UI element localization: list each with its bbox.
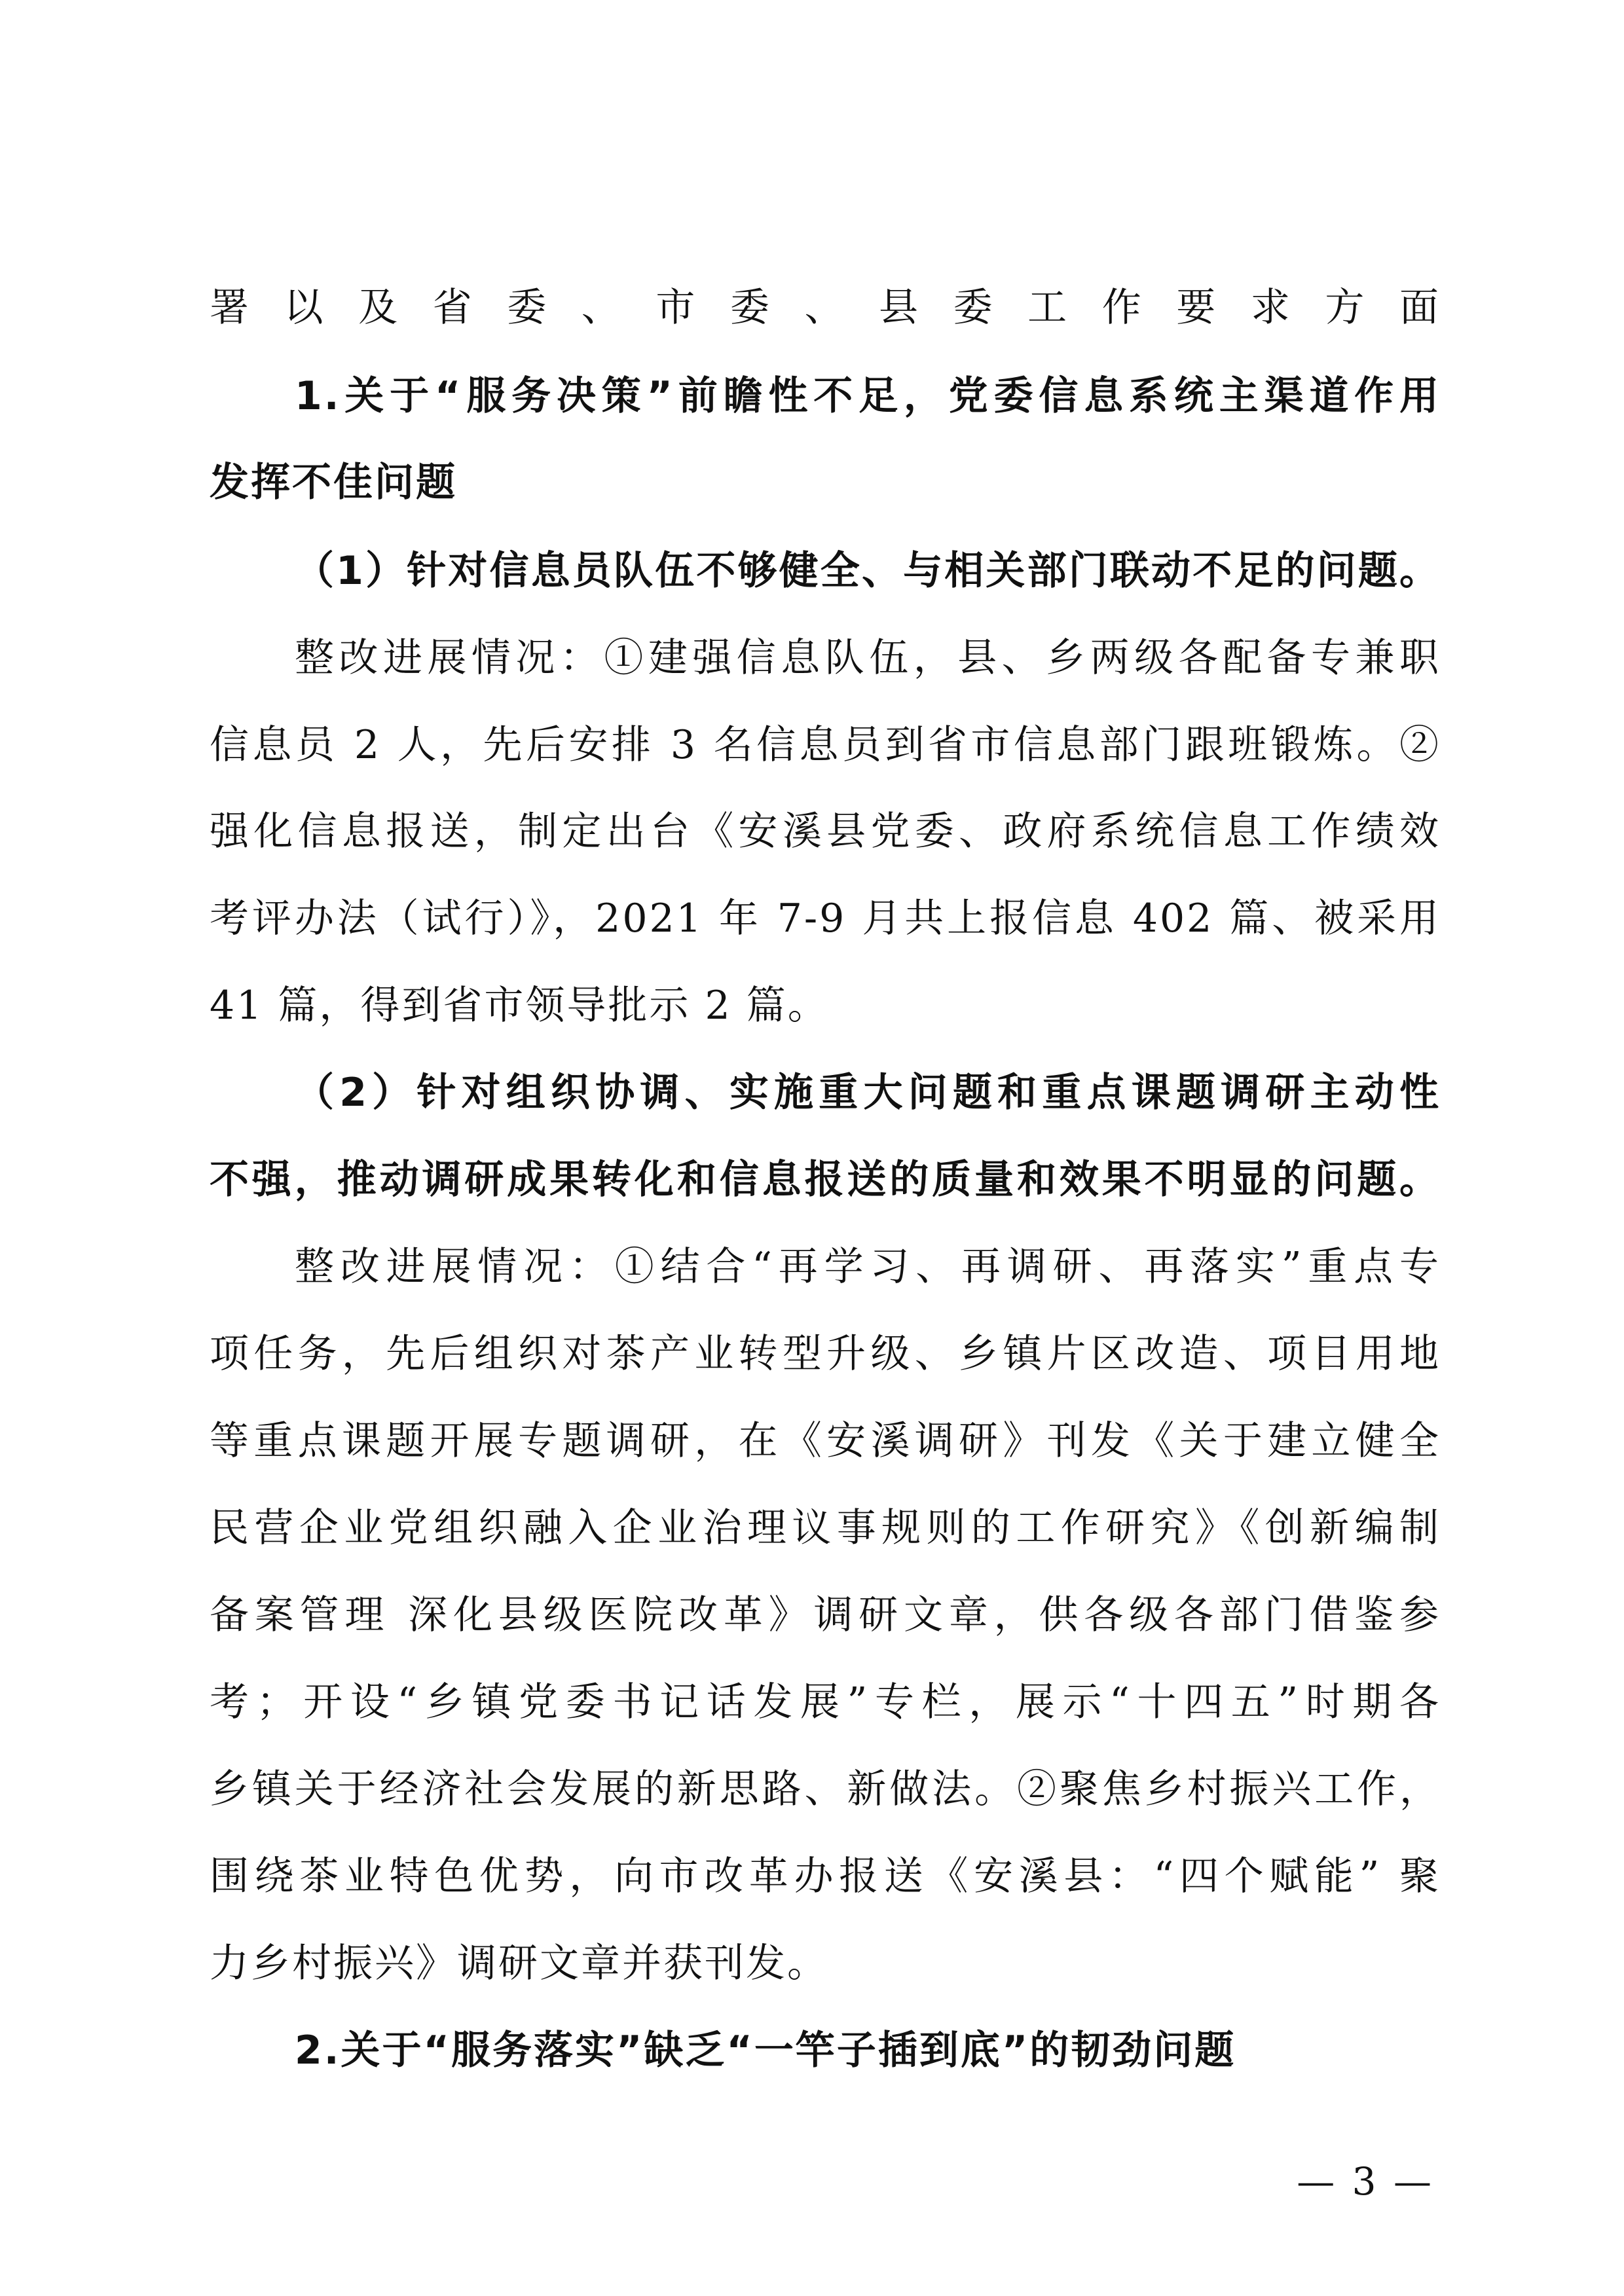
heading-item-1: 1.关于“服务决策”前瞻性不足，党委信息系统主渠道作用 — [295, 373, 1441, 419]
paragraph-line: 等重点课题开展专题调研，在《安溪调研》刊发《关于建立健全 — [210, 1418, 1441, 1464]
paragraph-line: 围绕茶业特色优势，向市改革办报送《安溪县：“四个赋能” 聚 — [210, 1853, 1441, 1899]
paragraph-line: 民营企业党组织融入企业治理议事规则的工作研究》《创新编制 — [210, 1505, 1441, 1551]
page-number: — 3 — — [1297, 2159, 1434, 2204]
paragraph-line: 强化信息报送，制定出台《安溪县党委、政府系统信息工作绩效 — [210, 809, 1441, 854]
paragraph-line: 考评办法（试行）》，2021 年 7-9 月共上报信息 402 篇、被采用 — [210, 896, 1441, 941]
subheading-2: （2）针对组织协调、实施重大问题和重点课题调研主动性 — [295, 1070, 1441, 1116]
text-line-continuation: 署以及省委、市委、县委工作要求方面 — [210, 285, 1441, 331]
heading-item-1-continued: 发挥不佳问题 — [210, 460, 457, 505]
paragraph-line: 整改进展情况：①结合“再学习、再调研、再落实”重点专 — [295, 1244, 1441, 1290]
heading-item-2: 2.关于“服务落实”缺乏“一竿子插到底”的韧劲问题 — [295, 2028, 1236, 2073]
paragraph-line: 考；开设“乡镇党委书记话发展”专栏，展示“十四五”时期各 — [210, 1679, 1441, 1725]
paragraph-line: 信息员 2 人，先后安排 3 名信息员到省市信息部门跟班锻炼。② — [210, 722, 1441, 768]
paragraph-line: 项任务，先后组织对茶产业转型升级、乡镇片区改造、项目用地 — [210, 1331, 1441, 1377]
subheading-1: （1）针对信息员队伍不够健全、与相关部门联动不足的问题。 — [295, 548, 1441, 594]
paragraph-line: 力乡村振兴》调研文章并获刊发。 — [210, 1941, 828, 1986]
paragraph-line: 备案管理 深化县级医院改革》调研文章，供各级各部门借鉴参 — [210, 1592, 1441, 1638]
paragraph-line: 整改进展情况：①建强信息队伍，县、乡两级各配备专兼职 — [295, 635, 1441, 681]
paragraph-line: 乡镇关于经济社会发展的新思路、新做法。②聚焦乡村振兴工作， — [210, 1766, 1441, 1812]
paragraph-line: 41 篇，得到省市领导批示 2 篇。 — [210, 983, 829, 1029]
subheading-2-continued: 不强，推动调研成果转化和信息报送的质量和效果不明显的问题。 — [210, 1157, 1441, 1203]
